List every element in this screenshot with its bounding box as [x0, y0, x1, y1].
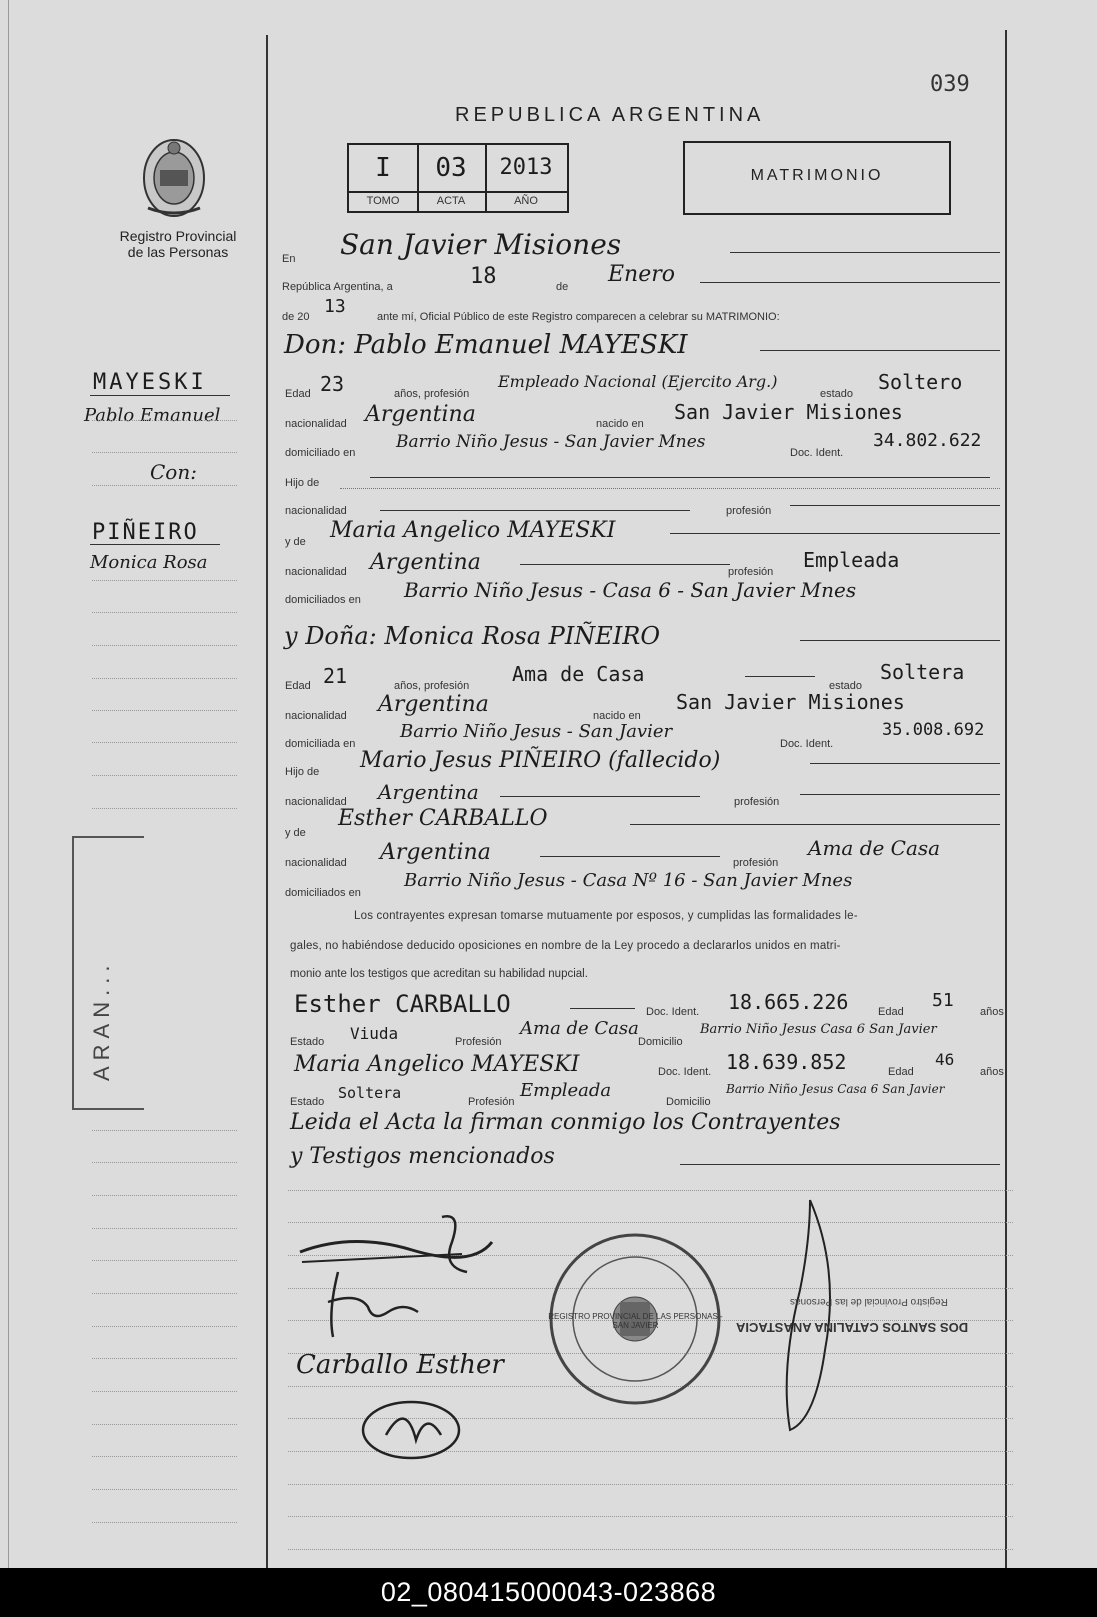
label-nacionalidad-bride: nacionalidad	[285, 710, 347, 722]
label-witness2-edad: Edad	[888, 1066, 914, 1078]
entry-groom-mother-prof: Empleada	[803, 548, 900, 572]
entry-bride-birthplace: San Javier Misiones	[676, 690, 905, 714]
margin-line-right	[1005, 30, 1007, 1568]
label-de-20: de 20	[282, 311, 310, 323]
label-y-de-bride: y de	[285, 827, 306, 839]
label-ante-mi: ante mí, Oficial Público de este Registro comparecen a celebrar su MATRIMONIO:	[377, 311, 780, 323]
registry-name-line2: de las Personas	[127, 244, 229, 260]
label-profesion-bride-father: profesión	[734, 796, 780, 808]
label-republica: República Argentina, a	[282, 281, 393, 293]
margin-con: Con:	[150, 460, 197, 484]
entry-groom-age: 23	[320, 372, 345, 396]
label-domiciliada-en: domiciliada en	[285, 738, 356, 750]
entry-groom-line: Don: Pablo Emanuel MAYESKI	[284, 330, 688, 360]
label-witness1-profesion: Profesión	[455, 1036, 502, 1048]
margin-bride-names: Monica Rosa	[90, 552, 208, 573]
entry-bride-mother-nat: Argentina	[380, 840, 491, 865]
registry-name	[104, 228, 252, 260]
margin-stamp-text: ARAN...	[89, 959, 114, 1081]
stamp-name: DOS SANTOS CATALINA ANASTACIA	[736, 1320, 969, 1335]
stamp-role: Registro Provincial de las Personas	[790, 1296, 948, 1307]
entry-groom-mother: Maria Angelico MAYESKI	[330, 518, 616, 543]
entry-groom-parents-address: Barrio Niño Jesus - Casa 6 - San Javier Mnes	[404, 578, 857, 602]
label-edad-bride: Edad	[285, 680, 311, 692]
official-signature	[770, 1190, 850, 1440]
ano-value: 2013	[499, 155, 553, 180]
declaration-line-2: gales, no habiéndose deducido oposiciones en nombre de la Ley procedo a declararlos unidos en matri-	[290, 940, 841, 952]
entry-witness1-status: Viuda	[350, 1024, 399, 1043]
entry-witness2-prof: Empleada	[520, 1080, 612, 1101]
signature-witness1: Carballo Esther	[296, 1350, 504, 1380]
entry-groom-status: Soltero	[878, 370, 963, 394]
scan-id: 02_080415000043-023868	[380, 1577, 717, 1607]
entry-witness1-doc: 18.665.226	[728, 990, 849, 1014]
scan-footer	[0, 1568, 1097, 1617]
coat-of-arms-icon	[138, 136, 210, 220]
page-number: 039	[930, 72, 970, 97]
signature-witness2	[356, 1390, 476, 1470]
label-nacido-en: nacido en	[596, 418, 644, 430]
entry-groom-nationality: Argentina	[365, 402, 476, 427]
entry-closing-1: Leida el Acta la firman conmigo los Contrayentes	[290, 1110, 841, 1135]
entry-bride-status: Soltera	[880, 660, 965, 684]
label-nacionalidad-father: nacionalidad	[285, 505, 347, 517]
declaration-line-3: monio ante los testigos que acreditan su habilidad nupcial.	[290, 968, 588, 980]
entry-bride-parents-address: Barrio Niño Jesus - Casa Nº 16 - San Javier Mnes	[404, 870, 853, 891]
document-country-title: REPUBLICA ARGENTINA	[455, 104, 765, 126]
label-profesion-bride-mother: profesión	[733, 857, 779, 869]
entry-witness2-doc: 18.639.852	[726, 1050, 847, 1074]
entry-closing-2: y Testigos mencionados	[290, 1144, 555, 1169]
label-domiciliados-en-bride: domiciliados en	[285, 887, 361, 899]
entry-bride-doc: 35.008.692	[882, 720, 985, 740]
entry-bride-profession: Ama de Casa	[512, 662, 645, 686]
entry-bride-mother: Esther CARBALLO	[338, 806, 548, 831]
entry-bride-age: 21	[323, 664, 348, 688]
label-witness1-doc: Doc. Ident.	[646, 1006, 700, 1018]
acta-value: 03	[435, 153, 467, 183]
entry-witness1-name: Esther CARBALLO	[294, 990, 511, 1018]
record-number-box	[347, 143, 569, 213]
record-type-box	[683, 141, 951, 215]
label-de: de	[556, 281, 569, 293]
entry-groom-doc: 34.802.622	[873, 430, 982, 451]
round-seal-text: REGISTRO PROVINCIAL DE LAS PERSONAS - SAN JAVIER	[548, 1312, 723, 1330]
label-y-de-groom: y de	[285, 536, 306, 548]
label-nacionalidad-mother: nacionalidad	[285, 566, 347, 578]
label-doc-ident-bride: Doc. Ident.	[780, 738, 834, 750]
margin-bride-surname: PIÑEIRO	[92, 520, 199, 545]
entry-day: 18	[470, 264, 497, 289]
label-profesion-father: profesión	[726, 505, 772, 517]
label-hijo-de-bride: Hijo de	[285, 766, 320, 778]
label-witness1-estado: Estado	[290, 1036, 325, 1048]
label-nacionalidad-bride-mother: nacionalidad	[285, 857, 347, 869]
entry-bride-nationality: Argentina	[378, 692, 489, 717]
entry-bride-father-nat: Argentina	[378, 780, 479, 804]
record-type: MATRIMONIO	[750, 167, 884, 184]
label-nacionalidad: nacionalidad	[285, 418, 347, 430]
entry-witness1-age: 51	[932, 990, 954, 1011]
acta-label: ACTA	[436, 195, 466, 207]
tomo-value: I	[375, 153, 391, 183]
label-nacionalidad-bride-father: nacionalidad	[285, 796, 347, 808]
entry-bride-father: Mario Jesus PIÑEIRO (fallecido)	[360, 748, 721, 773]
binding-edge	[8, 0, 9, 1568]
label-estado: estado	[820, 388, 854, 400]
entry-witness2-name: Maria Angelico MAYESKI	[294, 1052, 580, 1077]
label-witness2-profesion: Profesión	[468, 1096, 515, 1108]
label-domiciliado-en: domiciliado en	[285, 447, 356, 459]
margin-rubber-stamp	[72, 836, 144, 1110]
label-witness2-estado: Estado	[290, 1096, 325, 1108]
label-witness1-anos: años	[980, 1006, 1004, 1018]
entry-bride-address: Barrio Niño Jesus - San Javier	[400, 721, 673, 742]
label-estado-bride: estado	[829, 680, 863, 692]
ano-label: AÑO	[514, 195, 538, 207]
label-witness1-edad: Edad	[878, 1006, 904, 1018]
margin-line-left	[266, 35, 268, 1568]
label-witness2-domicilio: Domicilio	[666, 1096, 711, 1108]
label-profesion-mother: profesión	[728, 566, 774, 578]
entry-groom-mother-nat: Argentina	[370, 550, 481, 575]
entry-witness1-address: Barrio Niño Jesus Casa 6 San Javier	[700, 1022, 937, 1037]
declaration-line-1: Los contrayentes expresan tomarse mutuamente por esposos, y cumplidas las formalidades le-	[354, 910, 858, 922]
label-hijo-de-groom: Hijo de	[285, 477, 320, 489]
entry-groom-address: Barrio Niño Jesus - San Javier Mnes	[396, 432, 706, 452]
tomo-label: TOMO	[366, 195, 400, 207]
entry-place: San Javier Misiones	[340, 228, 622, 261]
label-witness1-domicilio: Domicilio	[638, 1036, 683, 1048]
entry-groom-birthplace: San Javier Misiones	[674, 400, 903, 424]
label-en: En	[282, 253, 296, 265]
official-round-seal	[548, 1232, 723, 1407]
margin-groom-names: Pablo Emanuel	[84, 405, 221, 426]
label-witness2-anos: años	[980, 1066, 1004, 1078]
entry-year: 13	[324, 296, 346, 317]
registry-name-line1: Registro Provincial	[119, 228, 237, 244]
entry-witness2-address: Barrio Niño Jesus Casa 6 San Javier	[726, 1082, 945, 1096]
entry-witness2-age: 46	[935, 1050, 955, 1069]
entry-bride-line: y Doña: Monica Rosa PIÑEIRO	[284, 622, 661, 650]
label-witness2-doc: Doc. Ident.	[658, 1066, 712, 1078]
entry-bride-mother-prof: Ama de Casa	[808, 836, 941, 860]
label-domiciliados-en-groom: domiciliados en	[285, 594, 361, 606]
label-anos-profesion-bride: años, profesión	[394, 680, 470, 692]
signature-bride	[318, 1262, 438, 1342]
entry-month: Enero	[608, 262, 676, 287]
margin-groom-surname: MAYESKI	[93, 370, 207, 395]
label-edad: Edad	[285, 388, 311, 400]
entry-groom-profession: Empleado Nacional (Ejercito Arg.)	[498, 372, 778, 391]
entry-witness2-status: Soltera	[338, 1084, 402, 1102]
label-anos-profesion: años, profesión	[394, 388, 470, 400]
entry-witness1-prof: Ama de Casa	[520, 1018, 639, 1039]
label-doc-ident-groom: Doc. Ident.	[790, 447, 844, 459]
label-nacido-en-bride: nacido en	[593, 710, 641, 722]
